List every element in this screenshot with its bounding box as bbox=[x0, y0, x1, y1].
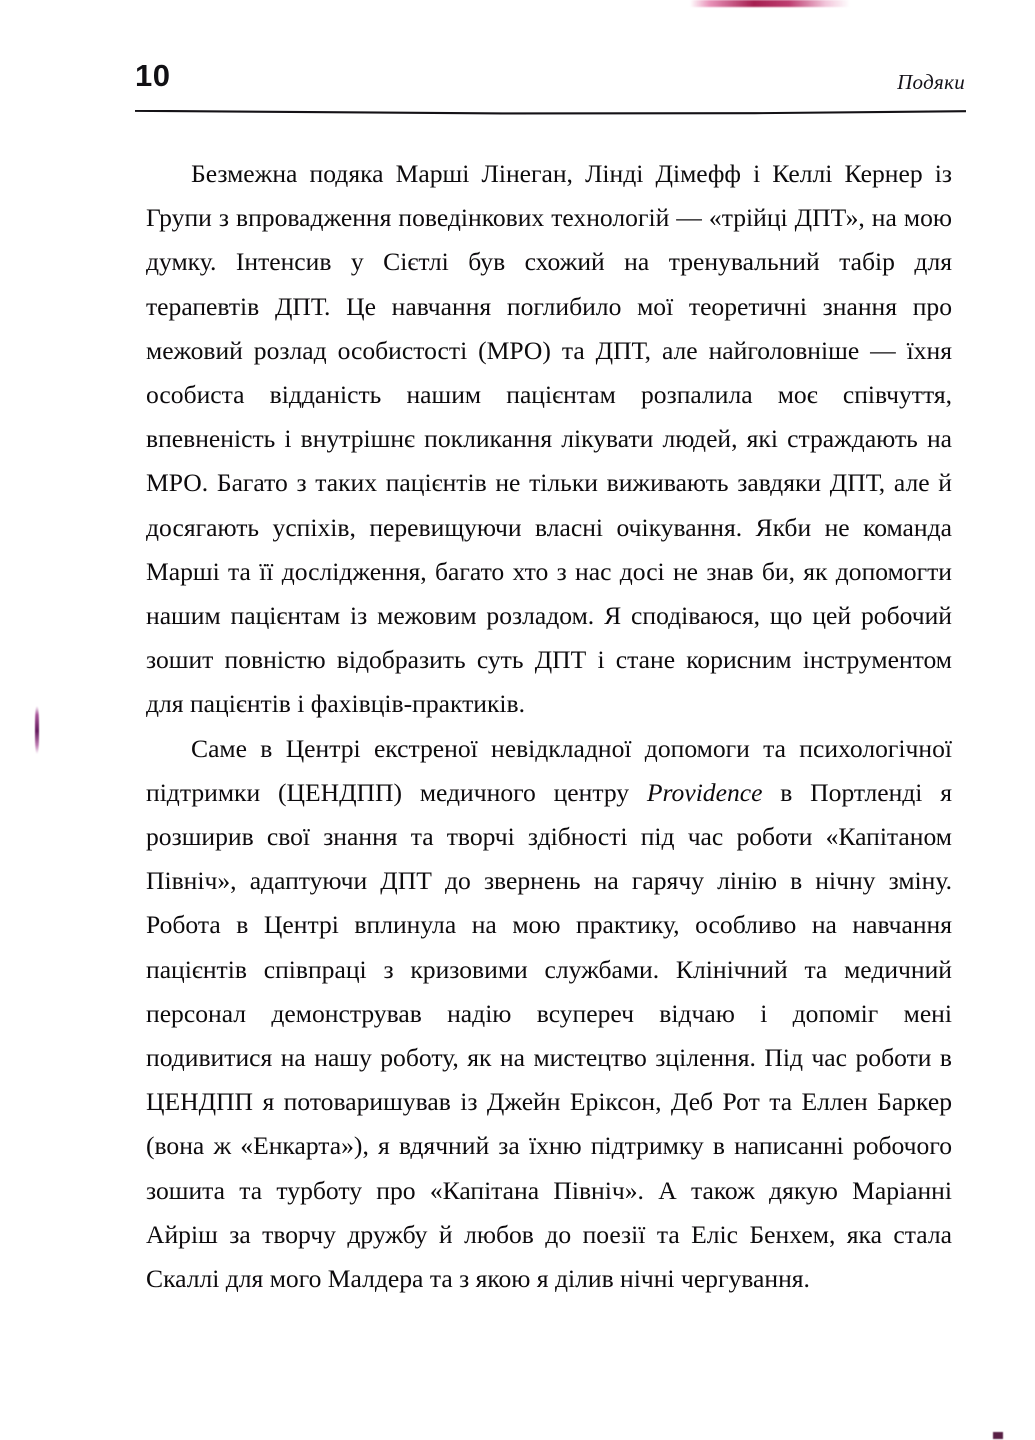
page-body-text bbox=[146, 152, 952, 1301]
italic-term-providence: Providence bbox=[646, 777, 763, 807]
scan-artifact-left-margin-mark bbox=[35, 706, 39, 754]
paragraph-1 bbox=[146, 152, 952, 727]
paragraph-1-text: Безмежна подяка Марші Лінеган, Лінді Дімефф і Келлі Кернер із Групи з впровадження поведінкових технологій — «трійці ДПТ», на мою думку. Інтенсив у Сієтлі був схожий на тренувальний табір для терапевтів ДПТ. Це навчання поглибило мої теоретичні знання про межовий розлад особистості (МРО) та ДПТ, але найголовніше — їхня особиста відданість нашим пацієнтам розпалила моє співчуття, впевненість і внутрішнє покликання лікувати людей, які страждають на МРО. Багато з таких пацієнтів не тільки виживають завдяки ДПТ, але й досягають успіхів, перевищуючи власні очікування. Якби не команда Марші та її дослідження, багато хто з нас досі не знав би, як допомогти нашим пацієнтам із межовим розладом. Я сподіваюся, що цей робочий зошит повністю відобразить суть ДПТ і стане корисним інструментом для пацієнтів і фахівців-практиків. bbox=[146, 159, 952, 719]
scan-artifact-top-smudge bbox=[690, 0, 850, 7]
paragraph-2-text-before-italic: Саме в Центрі екстреної невідкладної допомоги та психологічної підтримки (ЦЕНДПП) медичного центру bbox=[146, 733, 952, 807]
scan-artifact-bottom-mark bbox=[993, 1432, 1003, 1439]
paragraph-2-text-after-italic: в Портленді я розширив свої знання та творчі здібності під час роботи «Капітаном Північ», адаптуючи ДПТ до звернень на гарячу лінію в нічну зміну. Робота в Центрі вплинула на мою практику, особливо на навчання пацієнтів співпраці з кризовими службами. Клінічний та медичний персонал демонстрував надію всупереч відчаю і допоміг мені подивитися на нашу роботу, як на мистецтво зцілення. Під час роботи в ЦЕНДПП я потоваришував із Джейн Еріксон, Деб Рот та Еллен Баркер (вона ж «Енкарта»), я вдячний за їхню підтримку в написанні робочого зошита та турботу про «Капітана Північ». А також дякую Маріанні Айріш за творчу дружбу й любов до поезії та Еліс Бенхем, яка стала Скаллі для мого Малдера та з якою я ділив нічні чергування. bbox=[146, 777, 952, 1294]
header-divider-rule bbox=[135, 110, 966, 115]
page-number: 10 bbox=[135, 58, 171, 93]
page-header bbox=[135, 60, 965, 112]
running-head-title: Подяки bbox=[897, 70, 965, 94]
paragraph-2 bbox=[146, 727, 952, 1302]
